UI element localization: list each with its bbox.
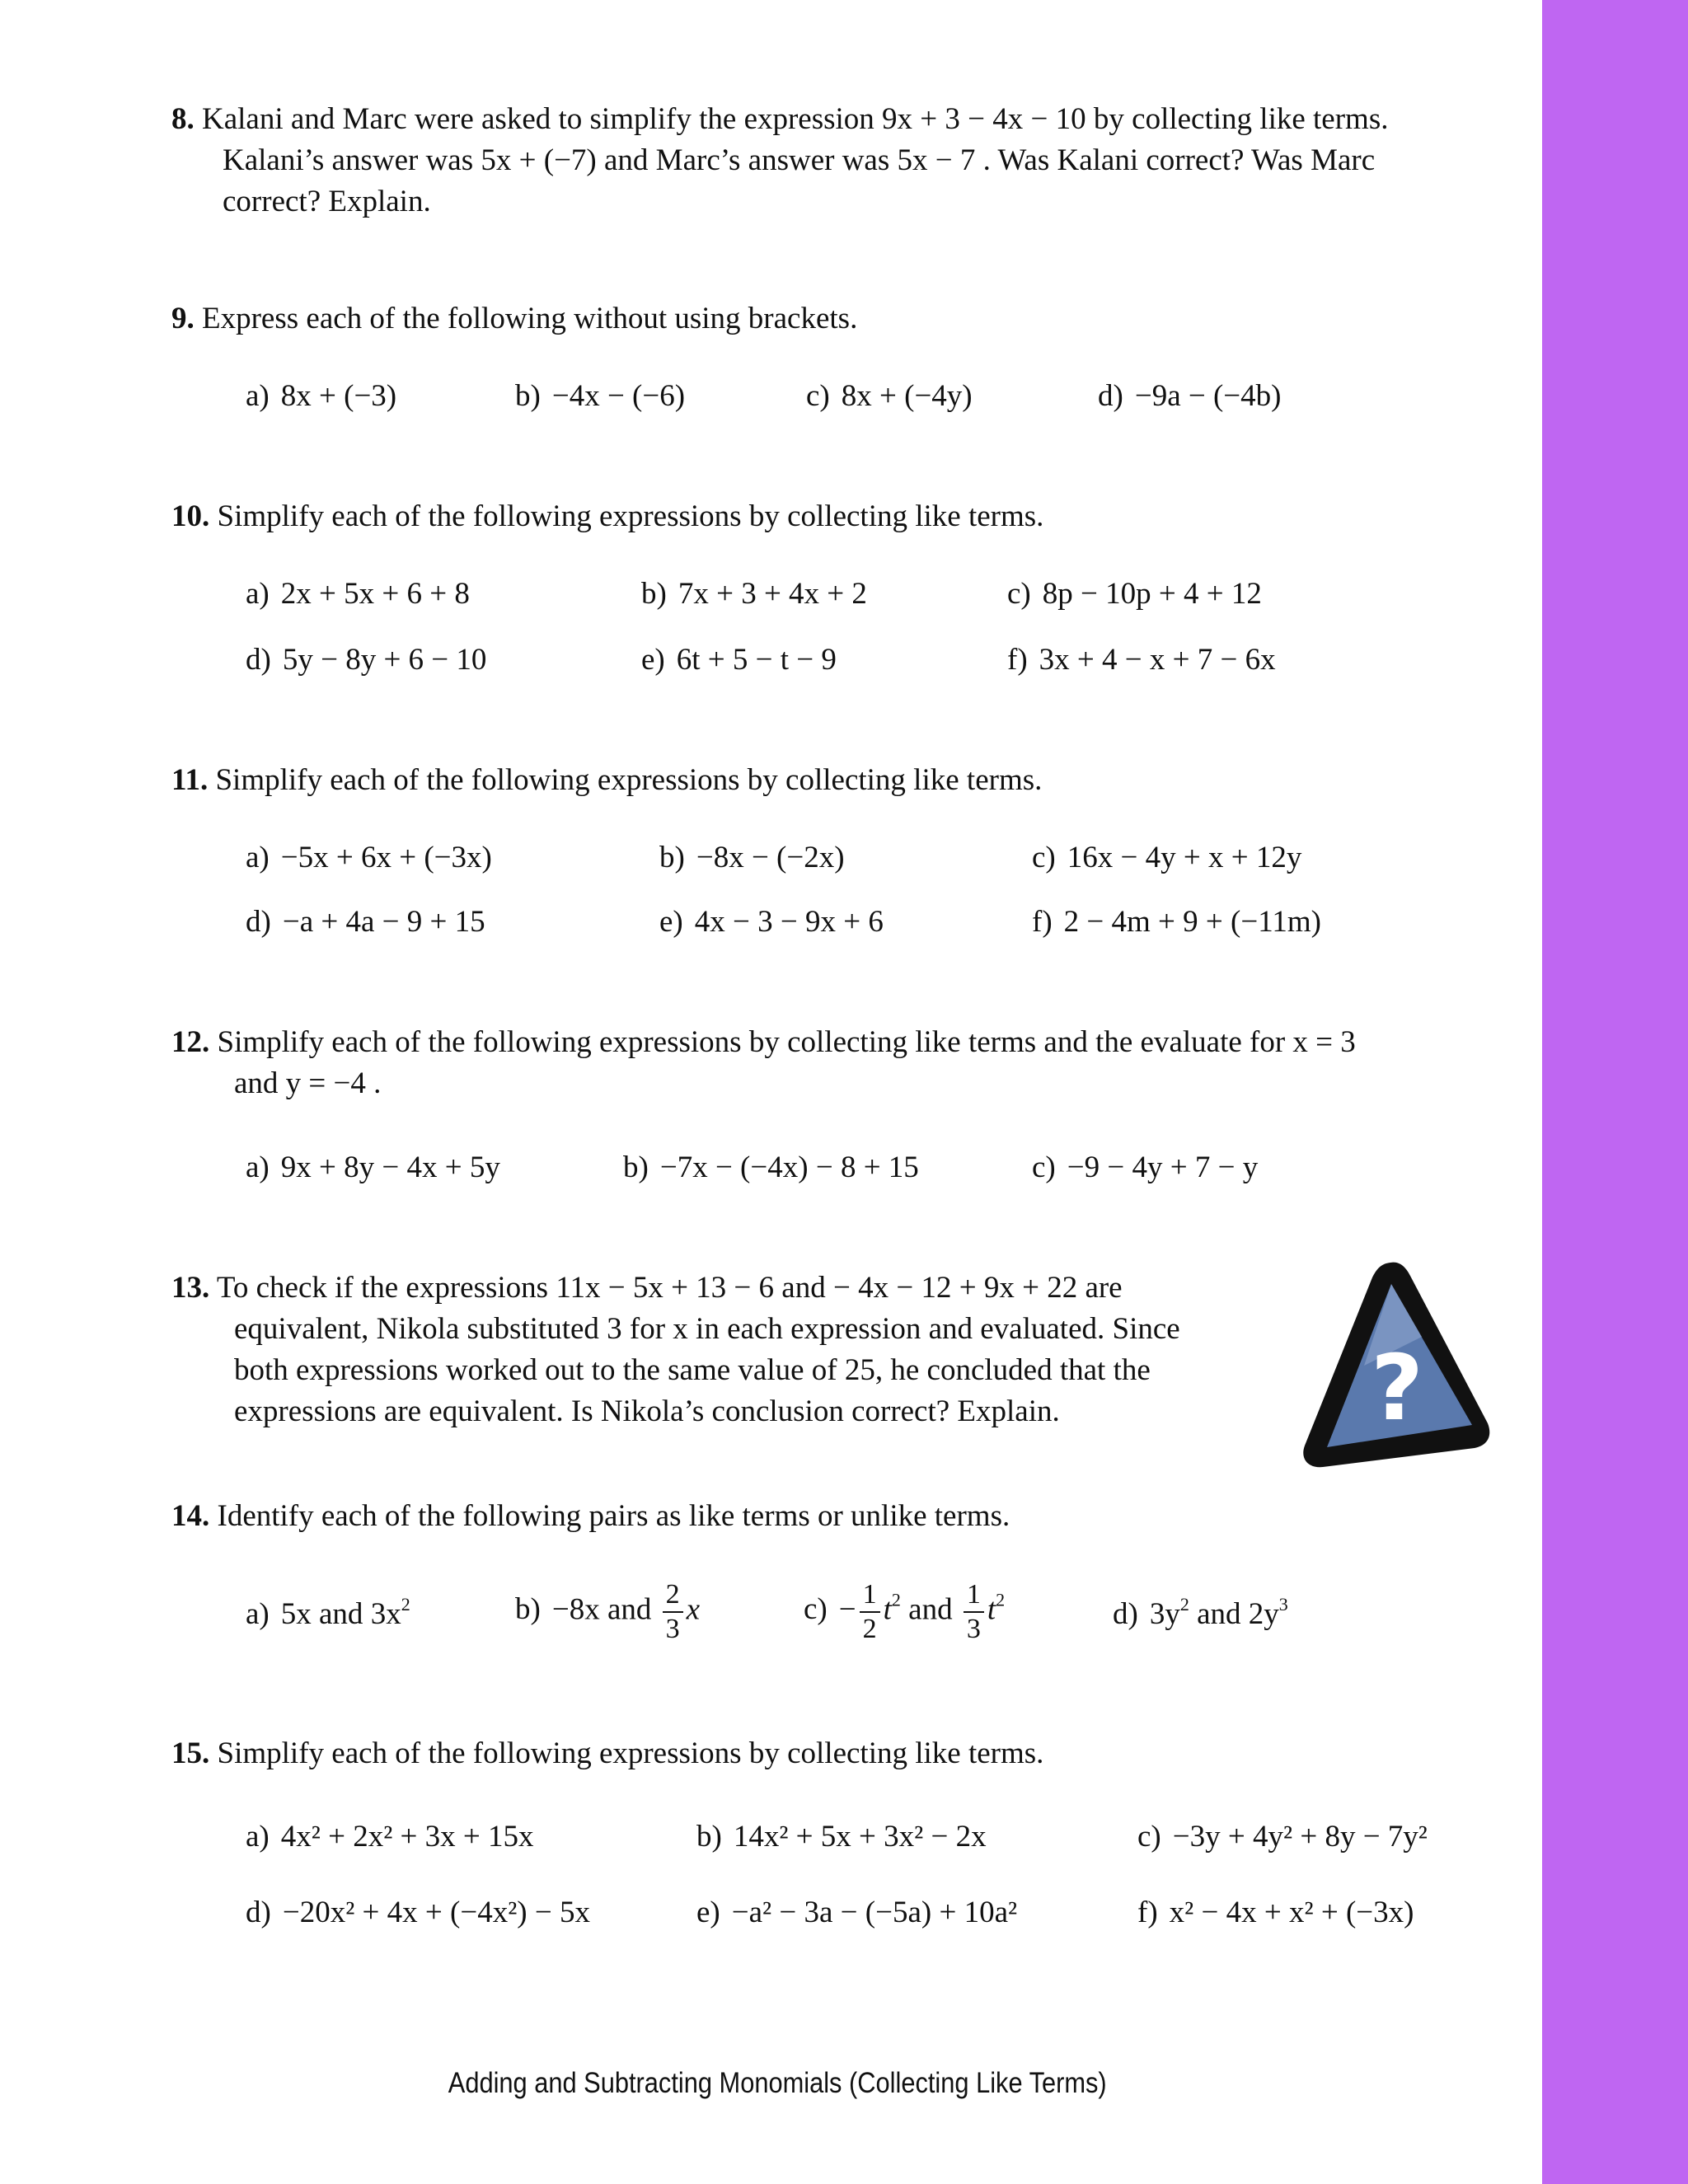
expression: −a² − 3a − (−5a) + 10a² bbox=[731, 1896, 1018, 1929]
q10-part-d bbox=[246, 644, 486, 675]
question-text: Simplify each of the following expressions by collecting like terms. bbox=[217, 499, 1044, 533]
expression: 8x + (−3) bbox=[280, 379, 397, 413]
question-11 bbox=[171, 760, 1042, 801]
question-12 bbox=[171, 1022, 1523, 1104]
question-number: 8. bbox=[171, 102, 195, 136]
expression: 14x² + 5x + 3x² − 2x bbox=[733, 1820, 987, 1854]
part-label: b) bbox=[696, 1820, 722, 1854]
question-text: Express each of the following without using brackets. bbox=[202, 302, 858, 335]
part-label: b) bbox=[641, 577, 667, 611]
part-label: f) bbox=[1137, 1896, 1158, 1929]
part-label: b) bbox=[659, 841, 685, 874]
q15-part-d bbox=[246, 1897, 590, 1928]
expression: 8x + (−4y) bbox=[841, 379, 973, 413]
exponent: 3 bbox=[1278, 1594, 1288, 1615]
part-label: a) bbox=[246, 1151, 270, 1184]
part-label: d) bbox=[246, 643, 271, 677]
variable: x bbox=[686, 1592, 701, 1627]
and-word: and bbox=[908, 1592, 953, 1627]
expression: −3y + 4y² + 8y − 7y² bbox=[1172, 1820, 1428, 1854]
exponent: 2 bbox=[1179, 1594, 1189, 1615]
and-word: and bbox=[607, 1592, 652, 1627]
expression: −a + 4a − 9 + 15 bbox=[282, 905, 485, 939]
warning-question-icon bbox=[1290, 1254, 1496, 1469]
part-label: d) bbox=[246, 905, 271, 939]
fraction bbox=[964, 1581, 984, 1643]
purple-side-bar bbox=[1542, 0, 1688, 2184]
q15-part-b bbox=[696, 1821, 987, 1852]
question-text-line2: Kalani’s answer was 5x + (−7) and Marc’s answer was 5x − 7 . Was Kalani correct? Was Marc bbox=[223, 143, 1376, 177]
q9-part-b bbox=[515, 381, 685, 411]
question-mark-glyph: ? bbox=[1371, 1335, 1423, 1441]
fraction bbox=[860, 1581, 880, 1643]
question-number: 13. bbox=[171, 1271, 210, 1305]
part-label: d) bbox=[1098, 379, 1123, 413]
term: 3y bbox=[1149, 1597, 1180, 1631]
expression: −4x − (−6) bbox=[551, 379, 686, 413]
question-text-line4: expressions are equivalent. Is Nikola’s conclusion correct? Explain. bbox=[234, 1394, 1060, 1428]
expression: −5x + 6x + (−3x) bbox=[280, 841, 492, 874]
q14-part-b bbox=[515, 1581, 700, 1643]
question-text-line2: and y = −4 . bbox=[234, 1066, 382, 1100]
part-label: f) bbox=[1007, 643, 1028, 677]
term: 3x bbox=[370, 1597, 401, 1631]
part-label: b) bbox=[623, 1151, 649, 1184]
sign: − bbox=[838, 1592, 856, 1627]
question-number: 12. bbox=[171, 1025, 210, 1059]
part-label: d) bbox=[246, 1896, 271, 1929]
q15-part-e bbox=[696, 1897, 1017, 1928]
part-label: c) bbox=[1137, 1820, 1161, 1854]
expression: −9 − 4y + 7 − y bbox=[1067, 1151, 1259, 1184]
denominator: 2 bbox=[862, 1614, 877, 1644]
and-word: and bbox=[1197, 1597, 1241, 1631]
page-footer: Adding and Subtracting Monomials (Collecting Like Terms) bbox=[448, 2067, 1107, 2099]
part-label: e) bbox=[659, 905, 683, 939]
denominator: 3 bbox=[665, 1614, 680, 1644]
question-text-line1: Simplify each of the following expressions by collecting like terms and the evaluate for x = 3 bbox=[217, 1025, 1356, 1059]
part-label: c) bbox=[1007, 577, 1031, 611]
q10-part-f bbox=[1007, 644, 1276, 675]
numerator: 2 bbox=[663, 1581, 683, 1613]
q11-part-f bbox=[1032, 907, 1321, 937]
expression: 4x² + 2x² + 3x + 15x bbox=[280, 1820, 534, 1854]
q15-part-c bbox=[1137, 1821, 1428, 1852]
part-label: b) bbox=[515, 1592, 541, 1627]
exponent: 2 bbox=[996, 1589, 1006, 1610]
part-label: c) bbox=[804, 1592, 828, 1627]
q12-part-b bbox=[623, 1152, 919, 1183]
question-text-line3: both expressions worked out to the same value of 25, he concluded that the bbox=[234, 1352, 1151, 1387]
part-label: a) bbox=[246, 1597, 270, 1631]
term: 2y bbox=[1248, 1597, 1279, 1631]
part-label: f) bbox=[1032, 905, 1053, 939]
part-label: d) bbox=[1113, 1597, 1138, 1631]
part-label: e) bbox=[696, 1896, 720, 1929]
q10-part-e bbox=[641, 644, 837, 675]
exponent: 2 bbox=[891, 1589, 901, 1610]
q15-part-a bbox=[246, 1821, 534, 1852]
part-label: a) bbox=[246, 379, 270, 413]
question-9 bbox=[171, 298, 857, 340]
question-number: 14. bbox=[171, 1499, 210, 1533]
exponent: 2 bbox=[401, 1594, 410, 1615]
expression: 2x + 5x + 6 + 8 bbox=[280, 577, 470, 611]
q14-part-a bbox=[246, 1594, 410, 1631]
question-15 bbox=[171, 1733, 1043, 1774]
expression: 4x − 3 − 9x + 6 bbox=[694, 905, 884, 939]
part-label: c) bbox=[806, 379, 830, 413]
part-label: a) bbox=[246, 841, 270, 874]
q11-part-b bbox=[659, 842, 845, 873]
part-label: e) bbox=[641, 643, 665, 677]
q9-part-c bbox=[806, 381, 973, 411]
question-text-line3: correct? Explain. bbox=[223, 184, 431, 218]
expression: −7x − (−4x) − 8 + 15 bbox=[659, 1151, 919, 1184]
question-text: Identify each of the following pairs as like terms or unlike terms. bbox=[217, 1499, 1010, 1533]
part-label: b) bbox=[515, 379, 541, 413]
question-number: 11. bbox=[171, 763, 209, 797]
expression: 5y − 8y + 6 − 10 bbox=[282, 643, 487, 677]
expression: 16x − 4y + x + 12y bbox=[1067, 841, 1302, 874]
question-text-line1: Kalani and Marc were asked to simplify the expression 9x + 3 − 4x − 10 by collecting like terms. bbox=[202, 102, 1389, 136]
term: −8x bbox=[551, 1592, 600, 1627]
expression: 8p − 10p + 4 + 12 bbox=[1042, 577, 1262, 611]
expression: 2 − 4m + 9 + (−11m) bbox=[1063, 905, 1321, 939]
q11-part-c bbox=[1032, 842, 1301, 873]
question-number: 15. bbox=[171, 1736, 210, 1770]
question-text-line1: To check if the expressions 11x − 5x + 13 − 6 and − 4x − 12 + 9x + 22 are bbox=[216, 1271, 1123, 1305]
q11-part-e bbox=[659, 907, 884, 937]
numerator: 1 bbox=[964, 1581, 984, 1613]
denominator: 3 bbox=[966, 1614, 981, 1644]
q12-part-c bbox=[1032, 1152, 1258, 1183]
expression: 9x + 8y − 4x + 5y bbox=[280, 1151, 500, 1184]
term: 5x bbox=[280, 1597, 312, 1631]
question-13 bbox=[171, 1268, 1276, 1432]
q11-part-a bbox=[246, 842, 492, 873]
q12-part-a bbox=[246, 1152, 500, 1183]
part-label: a) bbox=[246, 1820, 270, 1854]
expression: 3x + 4 − x + 7 − 6x bbox=[1039, 643, 1276, 677]
expression: −8x − (−2x) bbox=[696, 841, 845, 874]
question-text: Simplify each of the following expressions by collecting like terms. bbox=[215, 763, 1043, 797]
fraction bbox=[663, 1581, 683, 1643]
expression: −9a − (−4b) bbox=[1134, 379, 1282, 413]
part-label: a) bbox=[246, 577, 270, 611]
part-label: c) bbox=[1032, 1151, 1056, 1184]
numerator: 1 bbox=[860, 1581, 880, 1613]
q11-part-d bbox=[246, 907, 485, 937]
part-label: c) bbox=[1032, 841, 1056, 874]
question-text-line2: equivalent, Nikola substituted 3 for x in each expression and evaluated. Since bbox=[234, 1311, 1180, 1346]
question-text: Simplify each of the following expressions by collecting like terms. bbox=[217, 1736, 1044, 1770]
question-8 bbox=[171, 99, 1523, 223]
expression: x² − 4x + x² + (−3x) bbox=[1169, 1896, 1414, 1929]
question-14 bbox=[171, 1496, 1010, 1537]
question-number: 10. bbox=[171, 499, 210, 533]
q10-part-c bbox=[1007, 579, 1262, 609]
expression: 7x + 3 + 4x + 2 bbox=[678, 577, 867, 611]
q9-part-d bbox=[1098, 381, 1282, 411]
variable: t bbox=[883, 1592, 892, 1627]
expression: −20x² + 4x + (−4x²) − 5x bbox=[282, 1896, 590, 1929]
and-word: and bbox=[319, 1597, 363, 1631]
q10-part-a bbox=[246, 579, 470, 609]
variable: t bbox=[987, 1592, 996, 1627]
question-number: 9. bbox=[171, 302, 195, 335]
q9-part-a bbox=[246, 381, 396, 411]
q14-part-c bbox=[804, 1581, 1005, 1643]
expression: 6t + 5 − t − 9 bbox=[676, 643, 837, 677]
q15-part-f bbox=[1137, 1897, 1414, 1928]
q10-part-b bbox=[641, 579, 867, 609]
q14-part-d bbox=[1113, 1594, 1288, 1631]
question-10 bbox=[171, 496, 1043, 537]
